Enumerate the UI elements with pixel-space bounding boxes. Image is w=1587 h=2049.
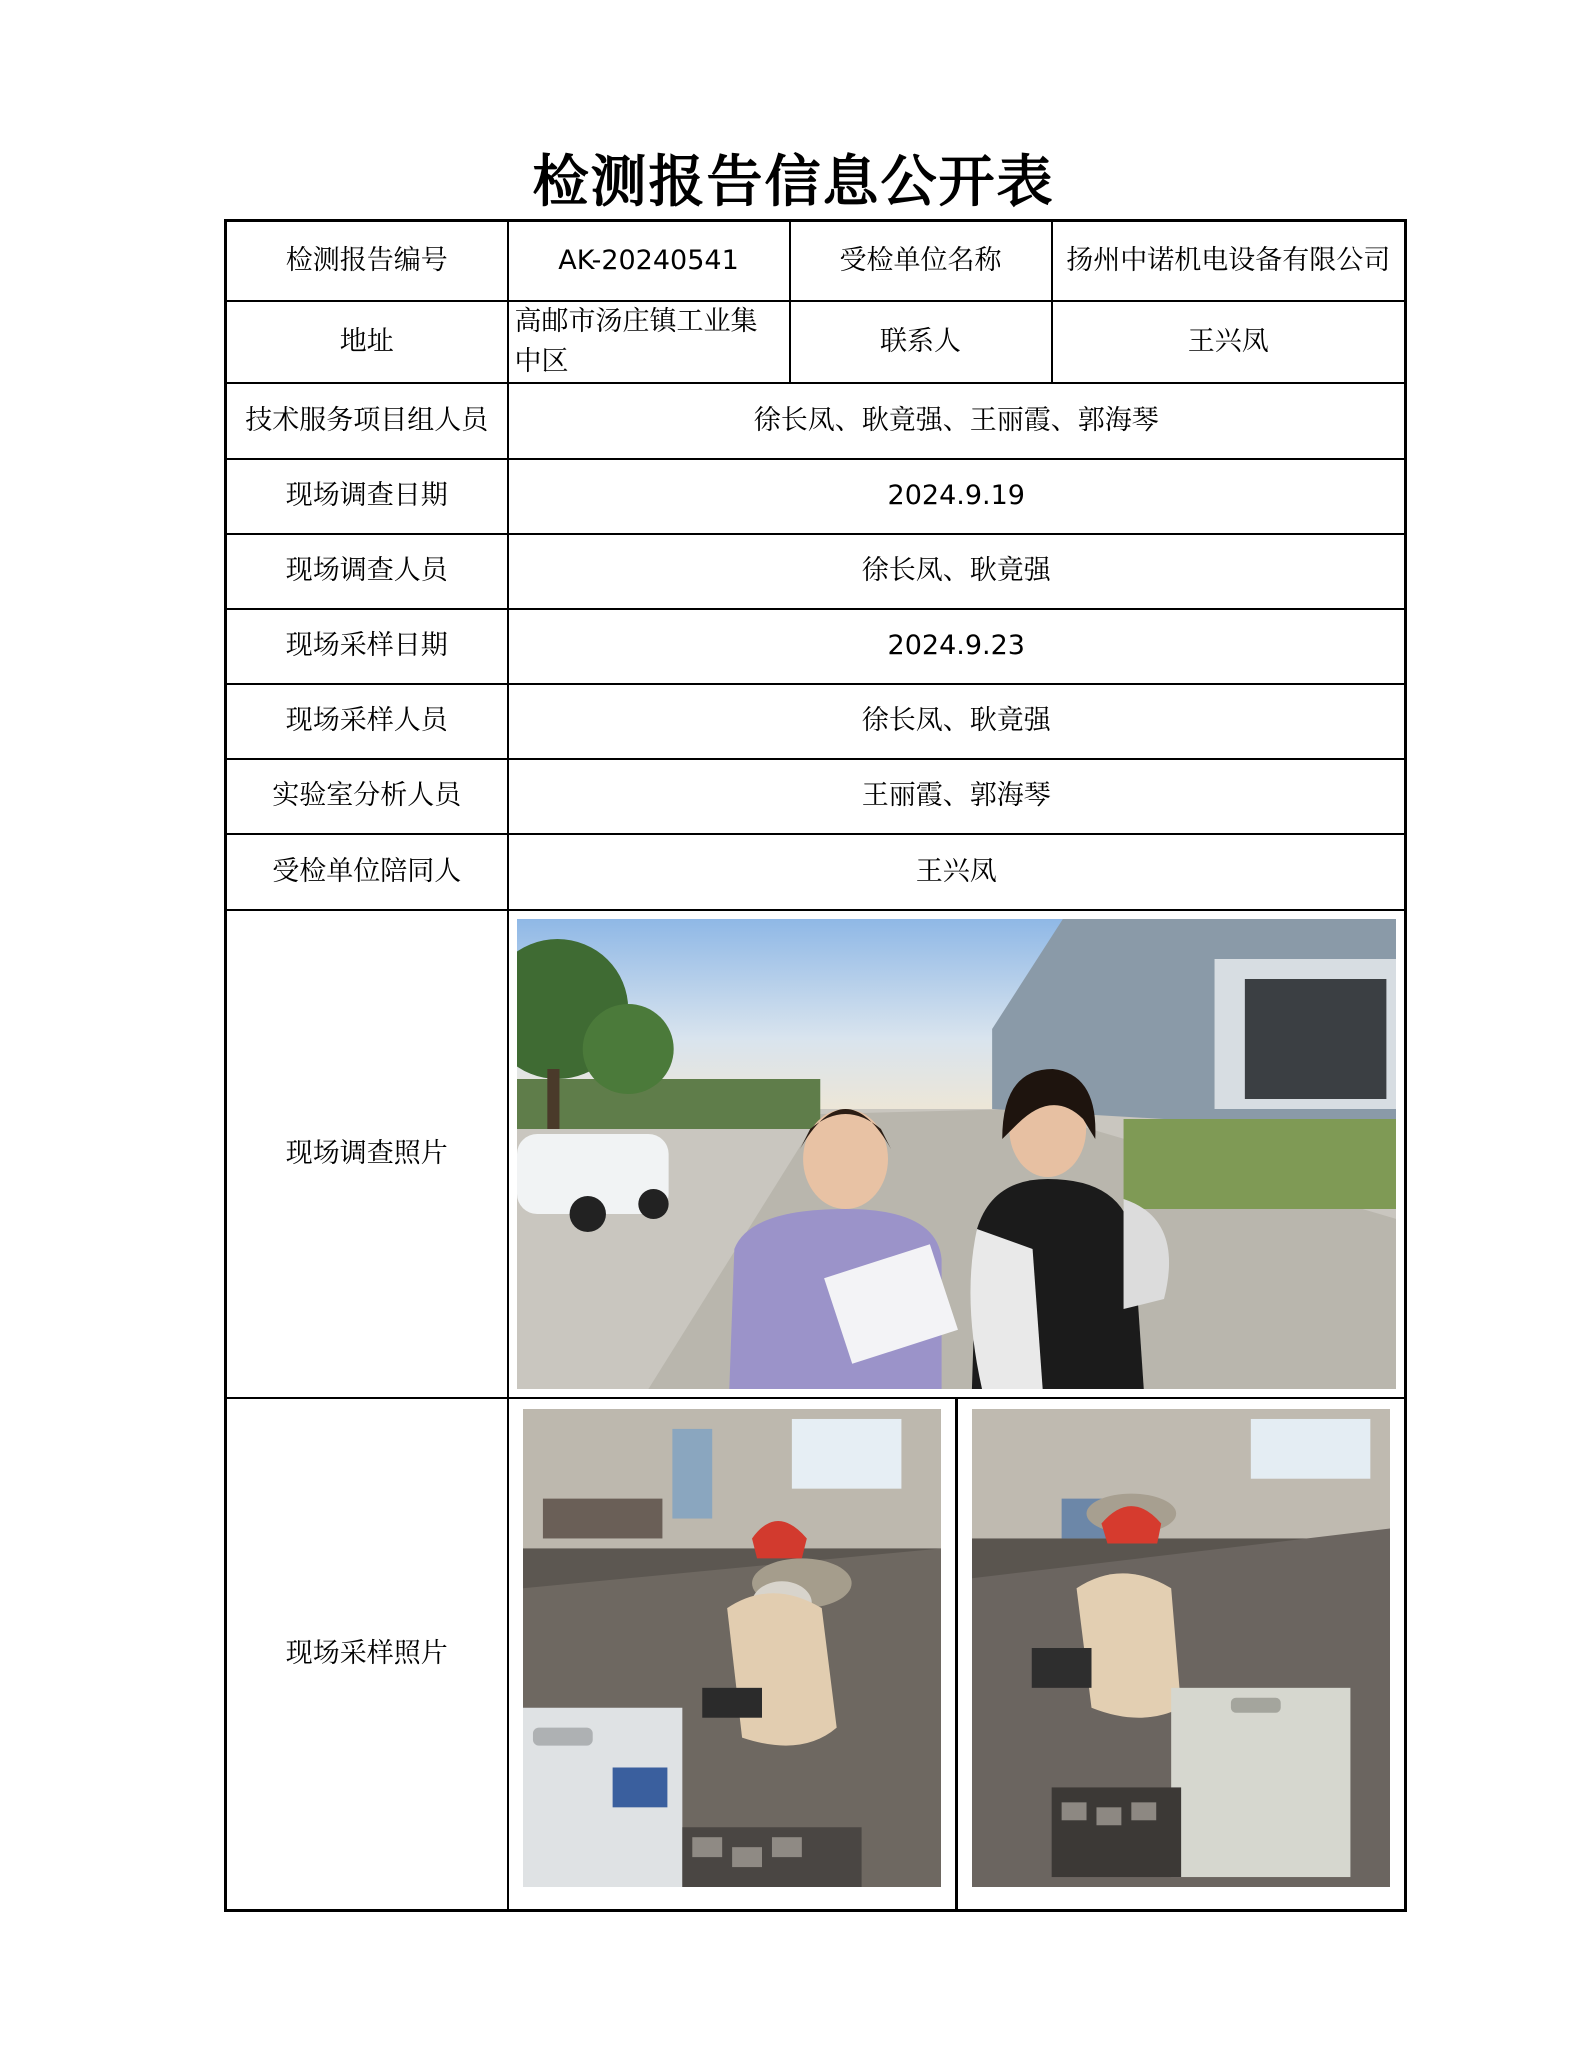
survey-date-label: 现场调查日期 — [226, 459, 508, 534]
sampling-photo-label: 现场采样照片 — [226, 1398, 508, 1911]
sampling-photo-left — [523, 1409, 941, 1887]
address-label: 地址 — [226, 301, 508, 383]
escort-value: 王兴凤 — [508, 834, 1406, 910]
row-sampling-date — [226, 609, 1406, 684]
row-lab-staff — [226, 759, 1406, 834]
team-label: 技术服务项目组人员 — [226, 383, 508, 459]
sampling-date-label: 现场采样日期 — [226, 609, 508, 684]
report-no-label: 检测报告编号 — [226, 221, 508, 301]
unit-name-value: 扬州中诺机电设备有限公司 — [1052, 221, 1406, 301]
unit-name-label: 受检单位名称 — [790, 221, 1052, 301]
row-survey-photo — [226, 910, 1406, 1398]
row-report-no — [226, 221, 1406, 301]
survey-photo-label: 现场调查照片 — [226, 910, 508, 1398]
contact-value: 王兴凤 — [1052, 301, 1406, 383]
survey-photo-image — [517, 919, 1397, 1389]
lab-staff-label: 实验室分析人员 — [226, 759, 508, 834]
sampling-staff-value: 徐长凤、耿竟强 — [508, 684, 1406, 759]
sampling-photo-right — [972, 1409, 1390, 1887]
row-address — [226, 301, 1406, 383]
page-title: 检测报告信息公开表 — [532, 150, 1055, 215]
report-info-table — [224, 219, 1407, 1912]
survey-photo — [517, 919, 1397, 1389]
row-sampling-photo — [226, 1398, 1406, 1911]
lab-staff-value: 王丽霞、郭海琴 — [508, 759, 1406, 834]
team-value: 徐长凤、耿竟强、王丽霞、郭海琴 — [508, 383, 1406, 459]
survey-date-value: 2024.9.19 — [508, 459, 1406, 534]
report-no-value: AK-20240541 — [508, 221, 790, 301]
contact-label: 联系人 — [790, 301, 1052, 383]
survey-staff-value: 徐长凤、耿竟强 — [508, 534, 1406, 609]
row-survey-date — [226, 459, 1406, 534]
escort-label: 受检单位陪同人 — [226, 834, 508, 910]
row-escort — [226, 834, 1406, 910]
survey-staff-label: 现场调查人员 — [226, 534, 508, 609]
row-survey-staff — [226, 534, 1406, 609]
row-team — [226, 383, 1406, 459]
address-value: 高邮市汤庄镇工业集中区 — [508, 301, 790, 383]
row-sampling-staff — [226, 684, 1406, 759]
sampling-date-value: 2024.9.23 — [508, 609, 1406, 684]
sampling-staff-label: 现场采样人员 — [226, 684, 508, 759]
